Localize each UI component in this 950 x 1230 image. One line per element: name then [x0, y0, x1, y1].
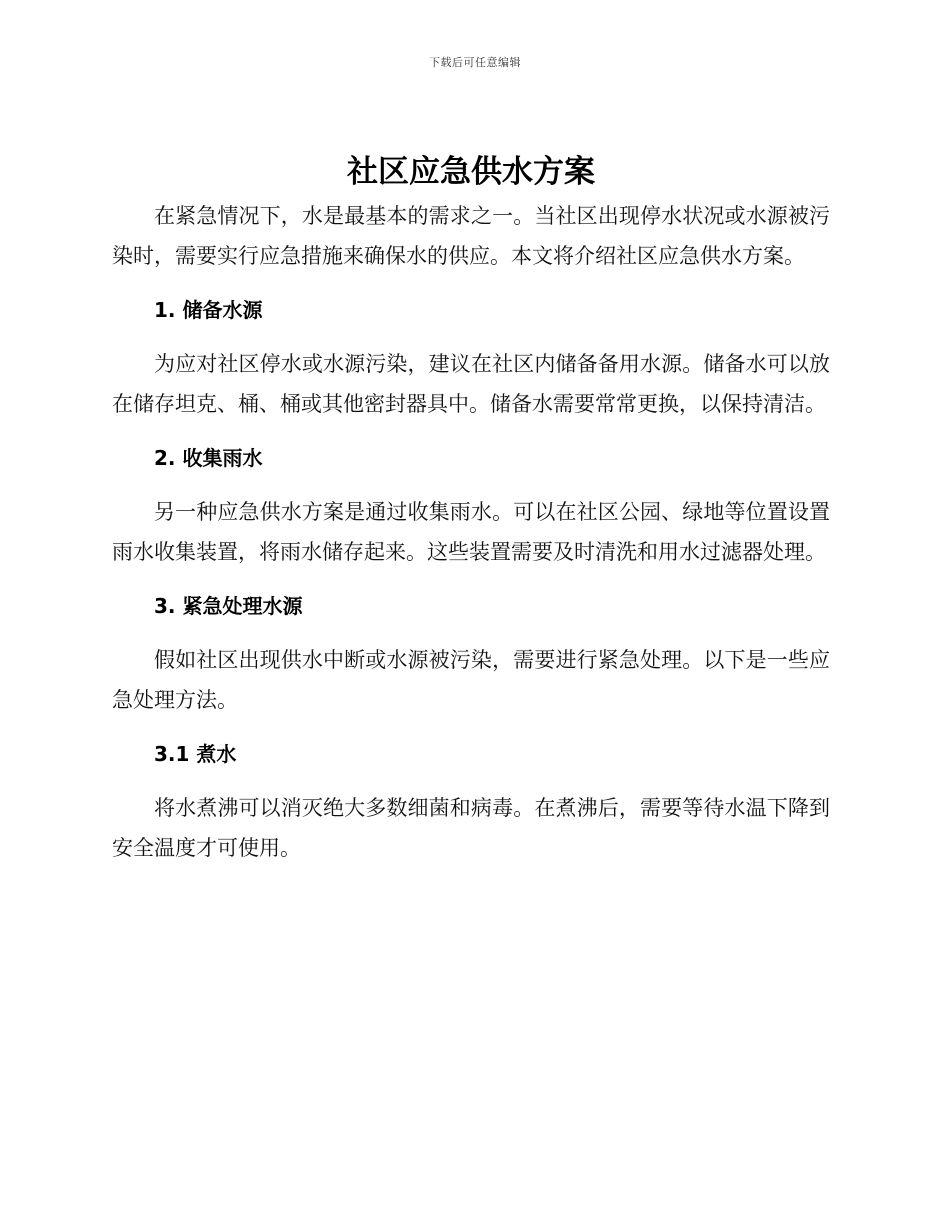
section-paragraph: 为应对社区停水或水源污染，建议在社区内储备备用水源。储备水可以放在储存坦克、桶、桶或其他密封器具中。储备水需要常常更换，以保持清洁。: [112, 352, 830, 416]
section-heading: 3.1 煮水: [154, 742, 237, 766]
document-title: 社区应急供水方案: [347, 154, 595, 190]
section-heading: 3. 紧急处理水源: [154, 594, 303, 618]
section-paragraph: 将水煮沸可以消灭绝大多数细菌和病毒。在煮沸后，需要等待水温下降到安全温度才可使用。: [112, 796, 830, 860]
page-header-note: 下载后可任意编辑: [429, 56, 521, 69]
section-collect-rainwater: [112, 438, 830, 572]
section-paragraph: 假如社区出现供水中断或水源被污染，需要进行紧急处理。以下是一些应急处理方法。: [112, 648, 830, 712]
section-emergency-treatment: [112, 586, 830, 720]
section-heading: 2. 收集雨水: [154, 446, 263, 470]
section-reserve-water: [112, 290, 830, 424]
intro-paragraph: 在紧急情况下，水是最基本的需求之一。当社区出现停水状况或水源被污染时，需要实行应急措施来确保水的供应。本文将介绍社区应急供水方案。: [112, 204, 830, 268]
document-content: [112, 150, 830, 868]
section-boil-water: [112, 734, 830, 868]
section-paragraph: 另一种应急供水方案是通过收集雨水。可以在社区公园、绿地等位置设置雨水收集装置，将雨水储存起来。这些装置需要及时清洗和用水过滤器处理。: [112, 500, 830, 564]
section-heading: 1. 储备水源: [154, 298, 263, 322]
